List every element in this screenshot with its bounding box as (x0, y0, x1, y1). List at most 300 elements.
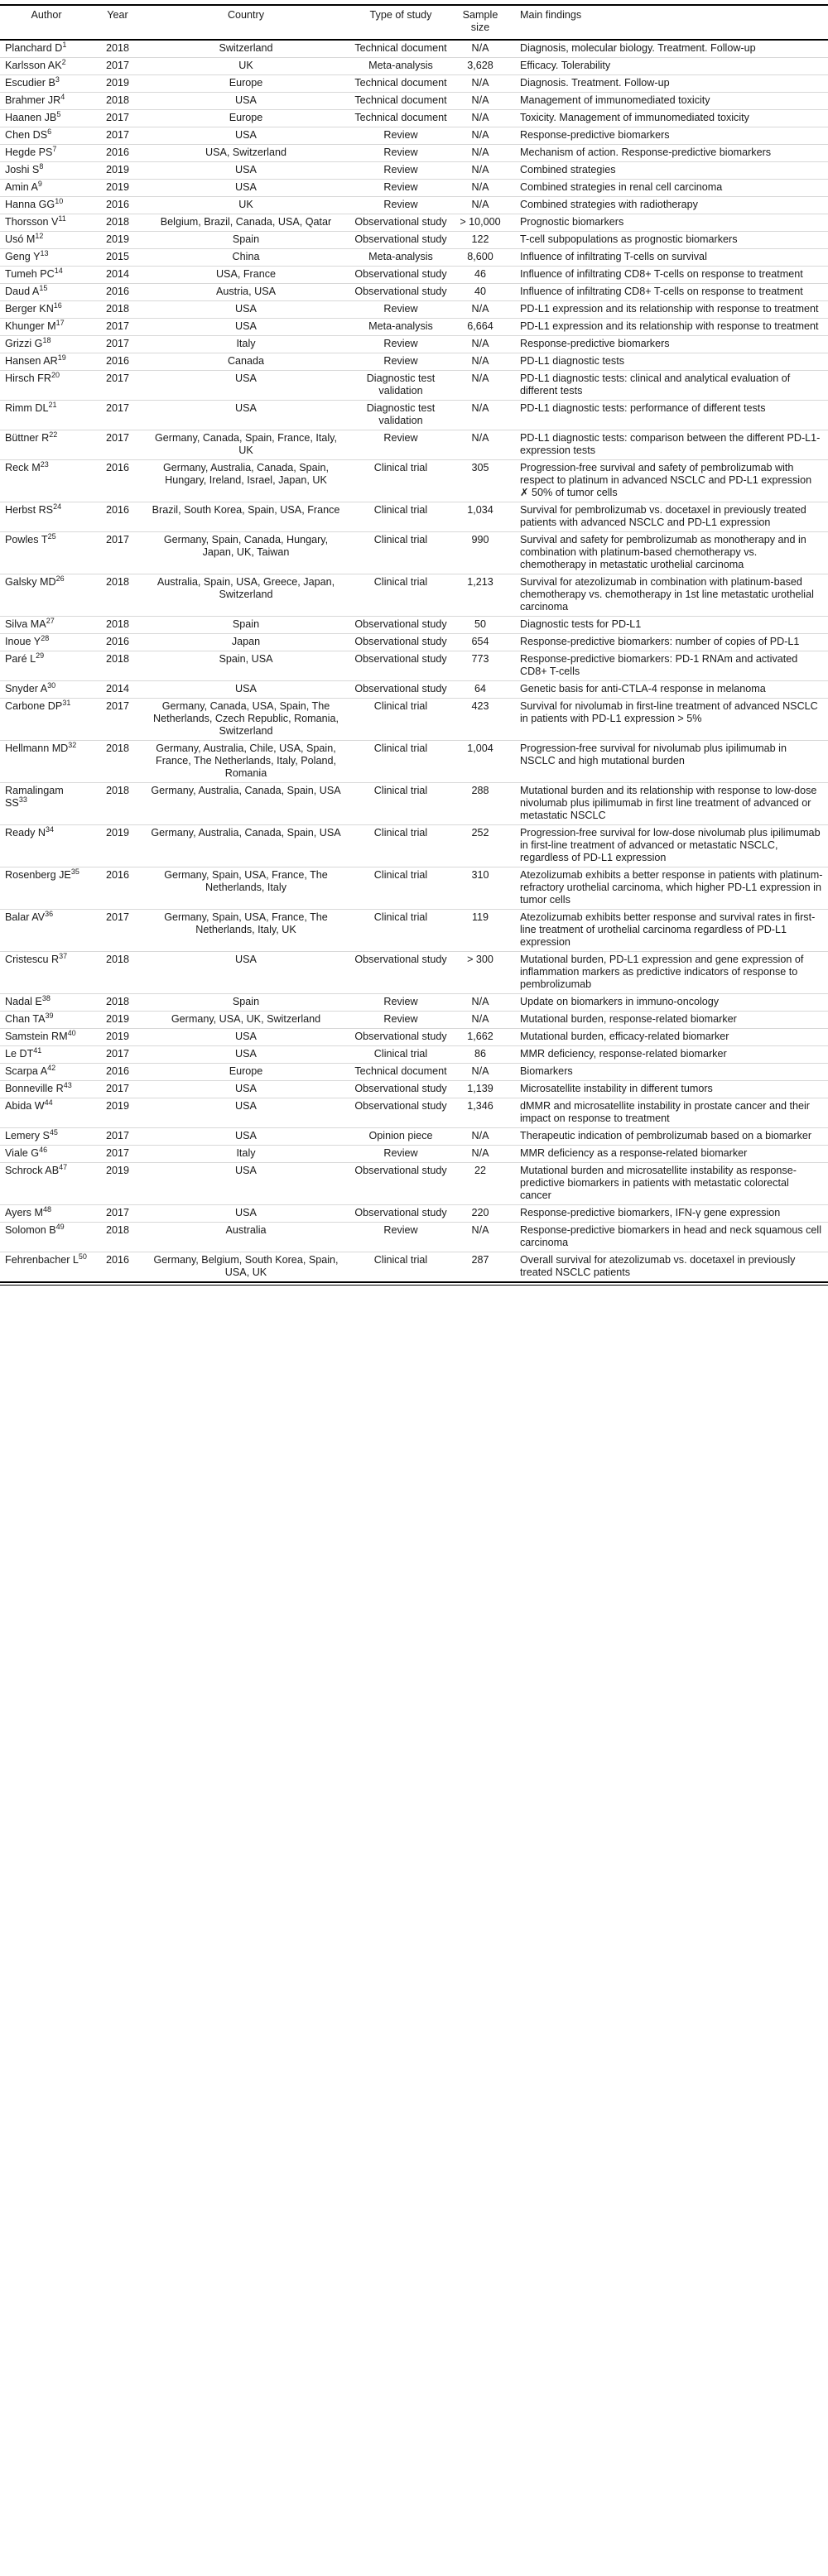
sample-size-cell: 122 (452, 232, 508, 249)
table-header (0, 5, 828, 40)
country-cell: USA (142, 401, 349, 430)
year-cell: 2016 (93, 460, 142, 502)
main-findings-cell: Response-predictive biomarkers: PD-1 RNAm and activated CD8+ T-cells (508, 651, 828, 681)
author-cell (0, 319, 93, 336)
year-cell: 2017 (93, 58, 142, 75)
author-cell (0, 93, 93, 110)
table-row (0, 699, 828, 741)
table-row (0, 180, 828, 197)
author-cell (0, 1146, 93, 1163)
year-cell: 2019 (93, 1098, 142, 1128)
main-findings-cell: Combined strategies in renal cell carcinoma (508, 180, 828, 197)
year-cell: 2018 (93, 40, 142, 58)
country-cell: Germany, Australia, Chile, USA, Spain, France, The Netherlands, Italy, Poland, Romania (142, 741, 349, 783)
study-type-cell: Clinical trial (349, 460, 452, 502)
author-cell (0, 1163, 93, 1205)
reference-number: 23 (40, 459, 49, 469)
study-type-cell: Technical document (349, 75, 452, 93)
reference-number: 19 (57, 353, 66, 362)
author-cell (0, 371, 93, 401)
author-cell (0, 994, 93, 1012)
year-cell: 2019 (93, 825, 142, 867)
sample-size-cell: 305 (452, 460, 508, 502)
author-cell (0, 162, 93, 180)
country-cell: Spain (142, 232, 349, 249)
author-cell (0, 1046, 93, 1064)
author-name: Hanna GG (5, 199, 55, 210)
reference-number: 18 (42, 335, 51, 344)
table-row (0, 127, 828, 145)
main-findings-cell: Mutational burden and microsatellite instability as response-predictive biomarkers in patients with metastatic colorectal cancer (508, 1163, 828, 1205)
author-cell (0, 1223, 93, 1252)
author-name: Hellmann MD (5, 743, 69, 754)
table-row (0, 1029, 828, 1046)
author-name: Escudier B (5, 77, 55, 89)
sample-size-cell: 50 (452, 617, 508, 634)
main-findings-cell: Mechanism of action. Response-predictive biomarkers (508, 145, 828, 162)
author-name: Balar AV (5, 911, 46, 923)
reference-number: 44 (44, 1098, 53, 1107)
sample-size-cell: N/A (452, 75, 508, 93)
study-type-cell: Review (349, 145, 452, 162)
sample-size-cell: N/A (452, 301, 508, 319)
year-cell: 2018 (93, 574, 142, 617)
header-author: Author (0, 5, 93, 40)
country-cell: UK (142, 197, 349, 214)
year-cell: 2016 (93, 1064, 142, 1081)
reference-number: 5 (56, 109, 61, 118)
main-findings-cell: Biomarkers (508, 1064, 828, 1081)
sample-size-cell: N/A (452, 145, 508, 162)
author-name: Amin A (5, 181, 38, 193)
sample-size-cell: N/A (452, 994, 508, 1012)
country-cell: USA (142, 1163, 349, 1205)
main-findings-cell: Response-predictive biomarkers: number of copies of PD-L1 (508, 634, 828, 651)
author-name: Grizzi G (5, 338, 43, 349)
author-cell (0, 1012, 93, 1029)
country-cell: USA (142, 1128, 349, 1146)
country-cell: Germany, Canada, USA, Spain, The Netherlands, Czech Republic, Romania, Switzerland (142, 699, 349, 741)
table-row (0, 319, 828, 336)
year-cell: 2016 (93, 1252, 142, 1283)
sample-size-cell: 1,213 (452, 574, 508, 617)
country-cell: Switzerland (142, 40, 349, 58)
country-cell: Canada (142, 353, 349, 371)
table-row (0, 301, 828, 319)
country-cell: Australia, Spain, USA, Greece, Japan, Switzerland (142, 574, 349, 617)
year-cell: 2018 (93, 741, 142, 783)
author-name: Silva MA (5, 618, 46, 630)
sample-size-cell: N/A (452, 371, 508, 401)
author-cell (0, 353, 93, 371)
study-type-cell: Review (349, 1146, 452, 1163)
country-cell: Austria, USA (142, 284, 349, 301)
reference-number: 12 (35, 231, 44, 240)
study-type-cell: Observational study (349, 1205, 452, 1223)
reference-number: 38 (41, 993, 51, 1002)
main-findings-cell: Diagnosis. Treatment. Follow-up (508, 75, 828, 93)
study-type-cell: Review (349, 162, 452, 180)
study-type-cell: Clinical trial (349, 867, 452, 910)
country-cell: Italy (142, 336, 349, 353)
country-cell: Italy (142, 1146, 349, 1163)
country-cell: USA (142, 180, 349, 197)
author-cell (0, 825, 93, 867)
reference-number: 1 (62, 40, 67, 49)
year-cell: 2017 (93, 910, 142, 952)
author-name: Schrock AB (5, 1165, 60, 1176)
table-bottom-rule (0, 1285, 828, 1286)
study-type-cell: Observational study (349, 1081, 452, 1098)
author-cell (0, 1029, 93, 1046)
year-cell: 2016 (93, 867, 142, 910)
header-main-findings: Main findings (508, 5, 828, 40)
sample-size-cell: N/A (452, 40, 508, 58)
main-findings-cell: Therapeutic indication of pembrolizumab based on a biomarker (508, 1128, 828, 1146)
reference-number: 2 (61, 57, 66, 66)
sample-size-cell: N/A (452, 1064, 508, 1081)
reference-number: 35 (70, 867, 79, 876)
main-findings-cell: Response-predictive biomarkers in head and neck squamous cell carcinoma (508, 1223, 828, 1252)
country-cell: USA (142, 1098, 349, 1128)
study-type-cell: Clinical trial (349, 699, 452, 741)
study-type-cell: Clinical trial (349, 741, 452, 783)
table-row (0, 1012, 828, 1029)
main-findings-cell: PD-L1 diagnostic tests (508, 353, 828, 371)
sample-size-cell: N/A (452, 401, 508, 430)
study-type-cell: Observational study (349, 284, 452, 301)
study-type-cell: Diagnostic test validation (349, 401, 452, 430)
country-cell: USA (142, 1205, 349, 1223)
study-type-cell: Clinical trial (349, 532, 452, 574)
sample-size-cell: 40 (452, 284, 508, 301)
table-row (0, 336, 828, 353)
author-name: Thorsson V (5, 216, 59, 228)
main-findings-cell: Combined strategies (508, 162, 828, 180)
table-row (0, 532, 828, 574)
study-type-cell: Meta-analysis (349, 249, 452, 267)
study-type-cell: Review (349, 180, 452, 197)
country-cell: Germany, Australia, Canada, Spain, USA (142, 783, 349, 825)
main-findings-cell: Toxicity. Management of immunomediated toxicity (508, 110, 828, 127)
study-type-cell: Clinical trial (349, 502, 452, 532)
author-cell (0, 58, 93, 75)
author-name: Lemery S (5, 1130, 50, 1141)
main-findings-cell: MMR deficiency as a response-related biomarker (508, 1146, 828, 1163)
study-type-cell: Technical document (349, 1064, 452, 1081)
author-cell (0, 617, 93, 634)
author-cell (0, 1081, 93, 1098)
main-findings-cell: Mutational burden and its relationship with response to low-dose nivolumab plus ipilimumab in first line treatment of advanced or metastatic NSCLC (508, 783, 828, 825)
sample-size-cell: 252 (452, 825, 508, 867)
reference-number: 41 (33, 1045, 42, 1055)
year-cell: 2017 (93, 336, 142, 353)
author-name: Solomon B (5, 1224, 56, 1236)
sample-size-cell: 46 (452, 267, 508, 284)
study-type-cell: Observational study (349, 1098, 452, 1128)
table-row (0, 232, 828, 249)
table-row (0, 1205, 828, 1223)
study-type-cell: Diagnostic test validation (349, 371, 452, 401)
year-cell: 2018 (93, 214, 142, 232)
author-cell (0, 502, 93, 532)
table-row (0, 162, 828, 180)
main-findings-cell: Efficacy. Tolerability (508, 58, 828, 75)
author-cell (0, 267, 93, 284)
country-cell: Europe (142, 1064, 349, 1081)
author-name: Geng Y (5, 251, 41, 262)
author-cell (0, 40, 93, 58)
sample-size-cell: 423 (452, 699, 508, 741)
reference-number: 20 (51, 370, 60, 379)
header-year: Year (93, 5, 142, 40)
author-name: Hirsch FR (5, 372, 51, 384)
main-findings-cell: Atezolizumab exhibits better response and survival rates in first-line treatment of urothelial carcinoma regardless of PD-L1 expression (508, 910, 828, 952)
main-findings-cell: Management of immunomediated toxicity (508, 93, 828, 110)
header-type: Type of study (349, 5, 452, 40)
sample-size-cell: 990 (452, 532, 508, 574)
reference-number: 15 (39, 283, 48, 292)
year-cell: 2019 (93, 75, 142, 93)
year-cell: 2016 (93, 284, 142, 301)
country-cell: UK (142, 58, 349, 75)
study-type-cell: Meta-analysis (349, 319, 452, 336)
country-cell: Germany, USA, UK, Switzerland (142, 1012, 349, 1029)
sample-size-cell: > 10,000 (452, 214, 508, 232)
author-cell (0, 1098, 93, 1128)
reference-number: 4 (60, 92, 65, 101)
table-row (0, 93, 828, 110)
year-cell: 2019 (93, 162, 142, 180)
author-cell (0, 1064, 93, 1081)
country-cell: USA, France (142, 267, 349, 284)
author-name: Büttner R (5, 432, 50, 444)
table-row (0, 1046, 828, 1064)
country-cell: USA (142, 1046, 349, 1064)
year-cell: 2018 (93, 952, 142, 994)
study-type-cell: Observational study (349, 1163, 452, 1205)
author-name: Powles T (5, 534, 48, 545)
author-name: Nadal E (5, 996, 42, 1007)
author-name: Usó M (5, 233, 36, 245)
year-cell: 2014 (93, 267, 142, 284)
study-type-cell: Observational study (349, 214, 452, 232)
author-cell (0, 75, 93, 93)
sample-size-cell: N/A (452, 197, 508, 214)
study-type-cell: Observational study (349, 617, 452, 634)
main-findings-cell: Response-predictive biomarkers, IFN-γ gene expression (508, 1205, 828, 1223)
country-cell: Europe (142, 75, 349, 93)
main-findings-cell: Influence of infiltrating CD8+ T-cells on response to treatment (508, 267, 828, 284)
reference-number: 42 (47, 1063, 56, 1072)
country-cell: Germany, Spain, USA, France, The Netherlands, Italy, UK (142, 910, 349, 952)
author-name: Scarpa A (5, 1065, 48, 1077)
sample-size-cell: 1,662 (452, 1029, 508, 1046)
main-findings-cell: Combined strategies with radiotherapy (508, 197, 828, 214)
table-row (0, 1128, 828, 1146)
sample-size-cell: 1,346 (452, 1098, 508, 1128)
table-row (0, 1081, 828, 1098)
sample-size-cell: 8,600 (452, 249, 508, 267)
study-type-cell: Observational study (349, 1029, 452, 1046)
country-cell: USA (142, 1081, 349, 1098)
year-cell: 2014 (93, 681, 142, 699)
table-body (0, 40, 828, 1282)
table-row (0, 460, 828, 502)
year-cell: 2018 (93, 93, 142, 110)
main-findings-cell: Response-predictive biomarkers (508, 336, 828, 353)
table-row (0, 353, 828, 371)
main-findings-cell: MMR deficiency, response-related biomarker (508, 1046, 828, 1064)
table-row (0, 145, 828, 162)
table-row (0, 75, 828, 93)
author-cell (0, 741, 93, 783)
year-cell: 2018 (93, 994, 142, 1012)
author-name: Brahmer JR (5, 94, 61, 106)
country-cell: Brazil, South Korea, Spain, USA, France (142, 502, 349, 532)
country-cell: USA (142, 93, 349, 110)
sample-size-cell: 64 (452, 681, 508, 699)
reference-number: 17 (55, 318, 65, 327)
author-cell (0, 1128, 93, 1146)
sample-size-cell: N/A (452, 1146, 508, 1163)
author-name: Joshi S (5, 164, 40, 175)
year-cell: 2017 (93, 532, 142, 574)
main-findings-cell: Mutational burden, PD-L1 expression and gene expression of inflammation markers as predictive indicators of response to pembrolizumab (508, 952, 828, 994)
author-name: Inoue Y (5, 636, 41, 647)
year-cell: 2018 (93, 617, 142, 634)
main-findings-cell: PD-L1 expression and its relationship with response to treatment (508, 301, 828, 319)
country-cell: Spain (142, 617, 349, 634)
sample-size-cell: 287 (452, 1252, 508, 1283)
main-findings-cell: Influence of infiltrating T-cells on survival (508, 249, 828, 267)
study-type-cell: Observational study (349, 681, 452, 699)
table-row (0, 634, 828, 651)
author-cell (0, 180, 93, 197)
main-findings-cell: Survival for atezolizumab in combination with platinum-based chemotherapy vs. chemotherapy in 1st line metastatic urothelial carcinoma (508, 574, 828, 617)
year-cell: 2019 (93, 1029, 142, 1046)
year-cell: 2017 (93, 319, 142, 336)
reference-number: 36 (45, 909, 54, 918)
table-row (0, 1223, 828, 1252)
author-name: Rimm DL (5, 402, 49, 414)
study-type-cell: Review (349, 353, 452, 371)
author-name: Chen DS (5, 129, 48, 141)
sample-size-cell: 1,139 (452, 1081, 508, 1098)
author-cell (0, 197, 93, 214)
reference-number: 29 (36, 651, 45, 660)
table-row (0, 783, 828, 825)
study-type-cell: Clinical trial (349, 574, 452, 617)
year-cell: 2016 (93, 353, 142, 371)
table-row (0, 430, 828, 460)
table-row (0, 267, 828, 284)
main-findings-cell: Survival for nivolumab in first-line treatment of advanced NSCLC in patients with PD-L1 expression > 5% (508, 699, 828, 741)
author-name: Herbst RS (5, 504, 54, 516)
main-findings-cell: PD-L1 diagnostic tests: performance of different tests (508, 401, 828, 430)
study-type-cell: Meta-analysis (349, 58, 452, 75)
author-cell (0, 1205, 93, 1223)
author-cell (0, 127, 93, 145)
year-cell: 2019 (93, 180, 142, 197)
table-row (0, 910, 828, 952)
year-cell: 2016 (93, 634, 142, 651)
author-cell (0, 867, 93, 910)
main-findings-cell: Progression-free survival for nivolumab plus ipilimumab in NSCLC and high mutational burden (508, 741, 828, 783)
table-row (0, 1064, 828, 1081)
table-row (0, 617, 828, 634)
table-row (0, 1098, 828, 1128)
reference-number: 30 (47, 680, 56, 690)
sample-size-cell: N/A (452, 180, 508, 197)
author-cell (0, 952, 93, 994)
reference-number: 33 (18, 795, 27, 804)
study-type-cell: Review (349, 301, 452, 319)
year-cell: 2015 (93, 249, 142, 267)
author-name: Karlsson AK (5, 60, 62, 71)
reference-number: 40 (67, 1028, 76, 1037)
author-cell (0, 910, 93, 952)
table-row (0, 574, 828, 617)
country-cell: Germany, Spain, Canada, Hungary, Japan, UK, Taiwan (142, 532, 349, 574)
reference-number: 25 (47, 531, 56, 541)
sample-size-cell: N/A (452, 353, 508, 371)
author-cell (0, 532, 93, 574)
study-type-cell: Clinical trial (349, 1046, 452, 1064)
country-cell: China (142, 249, 349, 267)
sample-size-cell: N/A (452, 127, 508, 145)
year-cell: 2019 (93, 1163, 142, 1205)
author-name: Carbone DP (5, 700, 63, 712)
author-name: Le DT (5, 1048, 34, 1060)
year-cell: 2018 (93, 301, 142, 319)
main-findings-cell: Update on biomarkers in immuno-oncology (508, 994, 828, 1012)
reference-number: 11 (58, 214, 66, 223)
author-name: Bonneville R (5, 1083, 64, 1094)
author-cell (0, 110, 93, 127)
table-row (0, 401, 828, 430)
year-cell: 2017 (93, 699, 142, 741)
author-cell (0, 574, 93, 617)
country-cell: Germany, Canada, Spain, France, Italy, UK (142, 430, 349, 460)
study-type-cell: Observational study (349, 232, 452, 249)
main-findings-cell: T-cell subpopulations as prognostic biomarkers (508, 232, 828, 249)
study-type-cell: Review (349, 336, 452, 353)
table-row (0, 741, 828, 783)
main-findings-cell: Survival for pembrolizumab vs. docetaxel in previously treated patients with advanced NSCLC and PD-L1 expression (508, 502, 828, 532)
year-cell: 2019 (93, 232, 142, 249)
reference-number: 13 (40, 248, 49, 257)
main-findings-cell: Mutational burden, efficacy-related biomarker (508, 1029, 828, 1046)
author-name: Cristescu R (5, 954, 60, 965)
year-cell: 2017 (93, 371, 142, 401)
main-findings-cell: Progression-free survival and safety of pembrolizumab with respect to platinum in advanced NSCLC and PD-L1 expression ✗ 50% of tumor cells (508, 460, 828, 502)
country-cell: USA (142, 952, 349, 994)
author-name: Hansen AR (5, 355, 58, 367)
year-cell: 2018 (93, 651, 142, 681)
main-findings-cell: Influence of infiltrating CD8+ T-cells on response to treatment (508, 284, 828, 301)
studies-table-container (0, 0, 828, 1286)
reference-number: 46 (39, 1145, 48, 1154)
country-cell: Europe (142, 110, 349, 127)
reference-number: 49 (55, 1222, 65, 1231)
year-cell: 2017 (93, 127, 142, 145)
table-row (0, 502, 828, 532)
table-row (0, 1163, 828, 1205)
table-row (0, 867, 828, 910)
main-findings-cell: Progression-free survival for low-dose nivolumab plus ipilimumab in first-line treatment of advanced or metastatic NSCLC, regardless of PD-L1 expression (508, 825, 828, 867)
reference-number: 21 (48, 400, 57, 409)
